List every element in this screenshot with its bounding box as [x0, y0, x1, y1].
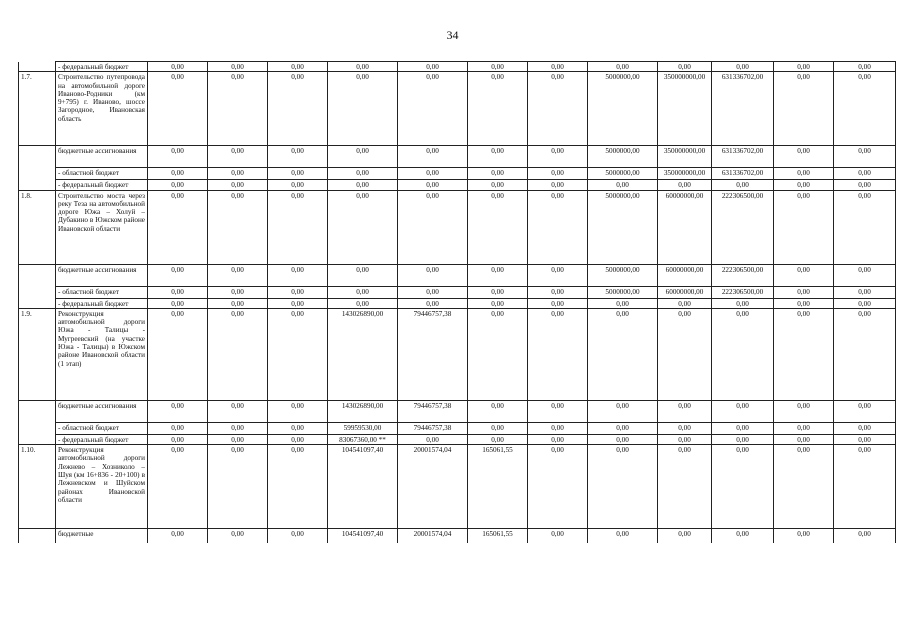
- value-cell: 0,00: [588, 180, 658, 190]
- row-code-cell: [19, 529, 56, 543]
- value-cell: 0,00: [468, 298, 528, 308]
- value-cell: 0,00: [148, 264, 208, 286]
- value-cell: 0,00: [208, 434, 268, 444]
- value-cell: 0,00: [834, 298, 896, 308]
- value-cell: 0,00: [208, 146, 268, 168]
- value-cell: 0,00: [398, 168, 468, 180]
- row-name-cell: - федеральный бюджет: [56, 180, 148, 190]
- row-name-cell: Реконструкция автомобильной дороги Южа - Талицы - Мугреевский (на участке Южа - Талицы) в Южском районе Ивановской области (1 этап): [56, 308, 148, 400]
- value-cell: 0,00: [774, 180, 834, 190]
- value-cell: 0,00: [268, 190, 328, 264]
- value-cell: 0,00: [588, 445, 658, 529]
- value-cell: 0,00: [148, 180, 208, 190]
- value-cell: 0,00: [834, 146, 896, 168]
- value-cell: 0,00: [528, 529, 588, 543]
- page-number: 34: [446, 28, 459, 42]
- table-row: [19, 146, 896, 168]
- value-cell: 0,00: [528, 308, 588, 400]
- value-cell: 0,00: [658, 62, 712, 72]
- value-cell: 79446757,38: [398, 422, 468, 434]
- value-cell: 0,00: [528, 400, 588, 422]
- value-cell: 143026890,00: [328, 400, 398, 422]
- table-row: [19, 308, 896, 400]
- value-cell: 0,00: [208, 168, 268, 180]
- value-cell: 0,00: [528, 62, 588, 72]
- value-cell: 0,00: [588, 434, 658, 444]
- value-cell: 0,00: [774, 445, 834, 529]
- value-cell: 0,00: [774, 168, 834, 180]
- value-cell: 0,00: [208, 308, 268, 400]
- table-row: [19, 529, 896, 543]
- value-cell: 0,00: [208, 529, 268, 543]
- value-cell: 0,00: [528, 434, 588, 444]
- value-cell: 222306500,00: [712, 286, 774, 298]
- value-cell: 0,00: [774, 400, 834, 422]
- value-cell: 0,00: [148, 400, 208, 422]
- value-cell: 0,00: [468, 62, 528, 72]
- value-cell: 0,00: [712, 434, 774, 444]
- value-cell: 0,00: [268, 168, 328, 180]
- table-row: [19, 180, 896, 190]
- value-cell: 5000000,00: [588, 264, 658, 286]
- table-row: [19, 298, 896, 308]
- value-cell: 0,00: [468, 72, 528, 146]
- value-cell: 0,00: [268, 286, 328, 298]
- value-cell: 0,00: [208, 422, 268, 434]
- value-cell: 0,00: [468, 434, 528, 444]
- value-cell: 0,00: [712, 400, 774, 422]
- table-row: [19, 422, 896, 434]
- value-cell: 0,00: [398, 62, 468, 72]
- value-cell: 0,00: [468, 146, 528, 168]
- value-cell: 0,00: [398, 264, 468, 286]
- value-cell: 0,00: [588, 422, 658, 434]
- value-cell: 5000000,00: [588, 190, 658, 264]
- value-cell: 0,00: [834, 264, 896, 286]
- value-cell: 0,00: [834, 400, 896, 422]
- value-cell: 0,00: [148, 146, 208, 168]
- row-code-cell: [19, 168, 56, 180]
- value-cell: 5000000,00: [588, 72, 658, 146]
- value-cell: 0,00: [774, 529, 834, 543]
- value-cell: 0,00: [328, 190, 398, 264]
- value-cell: 0,00: [774, 264, 834, 286]
- row-code-cell: [19, 62, 56, 72]
- value-cell: 0,00: [658, 445, 712, 529]
- row-code-cell: [19, 400, 56, 422]
- value-cell: 0,00: [208, 62, 268, 72]
- value-cell: 0,00: [268, 264, 328, 286]
- value-cell: 0,00: [774, 190, 834, 264]
- value-cell: 0,00: [774, 434, 834, 444]
- value-cell: 0,00: [398, 298, 468, 308]
- value-cell: 0,00: [208, 180, 268, 190]
- row-code-cell: [19, 146, 56, 168]
- value-cell: 79446757,38: [398, 400, 468, 422]
- value-cell: 0,00: [208, 264, 268, 286]
- value-cell: 0,00: [834, 529, 896, 543]
- value-cell: 631336702,00: [712, 146, 774, 168]
- value-cell: 0,00: [588, 400, 658, 422]
- value-cell: 0,00: [268, 308, 328, 400]
- value-cell: 0,00: [712, 180, 774, 190]
- value-cell: 0,00: [468, 308, 528, 400]
- value-cell: 0,00: [588, 62, 658, 72]
- row-name-cell: бюджетные ассигнования: [56, 400, 148, 422]
- table-row: [19, 62, 896, 72]
- value-cell: 104541097,40: [328, 445, 398, 529]
- value-cell: 0,00: [398, 190, 468, 264]
- row-name-cell: - федеральный бюджет: [56, 298, 148, 308]
- value-cell: 0,00: [328, 72, 398, 146]
- value-cell: 0,00: [528, 146, 588, 168]
- value-cell: 0,00: [588, 298, 658, 308]
- row-code-cell: [19, 264, 56, 286]
- value-cell: 0,00: [712, 529, 774, 543]
- value-cell: 350000000,00: [658, 168, 712, 180]
- value-cell: 0,00: [658, 434, 712, 444]
- value-cell: 20001574,04: [398, 529, 468, 543]
- value-cell: 0,00: [328, 180, 398, 190]
- value-cell: 0,00: [268, 422, 328, 434]
- row-code-cell: [19, 180, 56, 190]
- value-cell: 0,00: [468, 180, 528, 190]
- value-cell: 0,00: [398, 434, 468, 444]
- table-body: [19, 62, 896, 543]
- value-cell: 0,00: [268, 180, 328, 190]
- table-row: [19, 264, 896, 286]
- value-cell: 0,00: [712, 422, 774, 434]
- value-cell: 0,00: [774, 146, 834, 168]
- value-cell: 0,00: [712, 445, 774, 529]
- value-cell: 0,00: [774, 72, 834, 146]
- value-cell: 0,00: [268, 400, 328, 422]
- value-cell: 0,00: [658, 298, 712, 308]
- value-cell: 0,00: [658, 400, 712, 422]
- value-cell: 0,00: [268, 445, 328, 529]
- value-cell: 0,00: [834, 422, 896, 434]
- value-cell: 222306500,00: [712, 264, 774, 286]
- value-cell: 0,00: [528, 264, 588, 286]
- row-code-cell: 1.8.: [19, 190, 56, 264]
- value-cell: 0,00: [712, 308, 774, 400]
- value-cell: 20001574,04: [398, 445, 468, 529]
- row-code-cell: [19, 422, 56, 434]
- value-cell: 0,00: [588, 308, 658, 400]
- value-cell: 60000000,00: [658, 190, 712, 264]
- value-cell: 0,00: [834, 286, 896, 298]
- value-cell: 0,00: [148, 168, 208, 180]
- value-cell: 0,00: [148, 190, 208, 264]
- value-cell: 0,00: [468, 422, 528, 434]
- value-cell: 5000000,00: [588, 146, 658, 168]
- value-cell: 0,00: [328, 264, 398, 286]
- value-cell: 0,00: [268, 529, 328, 543]
- row-code-cell: [19, 286, 56, 298]
- value-cell: 0,00: [834, 190, 896, 264]
- value-cell: 0,00: [148, 434, 208, 444]
- value-cell: 0,00: [528, 422, 588, 434]
- value-cell: 0,00: [658, 308, 712, 400]
- value-cell: 0,00: [658, 529, 712, 543]
- row-name-cell: бюджетные ассигнования: [56, 146, 148, 168]
- value-cell: 222306500,00: [712, 190, 774, 264]
- value-cell: 143026890,00: [328, 308, 398, 400]
- row-code-cell: 1.9.: [19, 308, 56, 400]
- value-cell: 0,00: [328, 146, 398, 168]
- value-cell: 60000000,00: [658, 286, 712, 298]
- value-cell: 0,00: [834, 180, 896, 190]
- value-cell: 165061,55: [468, 529, 528, 543]
- value-cell: 0,00: [658, 422, 712, 434]
- value-cell: 0,00: [268, 72, 328, 146]
- value-cell: 0,00: [398, 286, 468, 298]
- value-cell: 0,00: [268, 62, 328, 72]
- row-name-cell: - федеральный бюджет: [56, 434, 148, 444]
- value-cell: 5000000,00: [588, 168, 658, 180]
- value-cell: 0,00: [398, 72, 468, 146]
- value-cell: 0,00: [148, 298, 208, 308]
- value-cell: 0,00: [834, 434, 896, 444]
- value-cell: 0,00: [658, 180, 712, 190]
- value-cell: 0,00: [774, 298, 834, 308]
- table-row: [19, 445, 896, 529]
- value-cell: 0,00: [528, 72, 588, 146]
- value-cell: 0,00: [268, 298, 328, 308]
- value-cell: 0,00: [208, 445, 268, 529]
- value-cell: 0,00: [834, 72, 896, 146]
- row-name-cell: Строительство путепровода на автомобильной дороге Иваново-Родники (км 9+795) г. Иваново, шоссе Загородное, Ивановская область: [56, 72, 148, 146]
- value-cell: 0,00: [528, 168, 588, 180]
- table-row: [19, 400, 896, 422]
- value-cell: 0,00: [148, 286, 208, 298]
- value-cell: 104541097,40: [328, 529, 398, 543]
- value-cell: 0,00: [208, 286, 268, 298]
- row-name-cell: - федеральный бюджет: [56, 62, 148, 72]
- row-name-cell: Реконструкция автомобильной дороги Лежнево – Хозниколо – Шуя (км 16+836 - 20+100) в Лежневском и Шуйском районах Ивановской области: [56, 445, 148, 529]
- value-cell: 0,00: [528, 286, 588, 298]
- value-cell: 60000000,00: [658, 264, 712, 286]
- value-cell: 0,00: [328, 62, 398, 72]
- value-cell: 0,00: [588, 529, 658, 543]
- value-cell: 0,00: [528, 445, 588, 529]
- value-cell: 0,00: [468, 190, 528, 264]
- row-code-cell: 1.10.: [19, 445, 56, 529]
- table-row: [19, 168, 896, 180]
- budget-table: [18, 61, 896, 543]
- value-cell: 0,00: [328, 298, 398, 308]
- value-cell: 83067360,00 **: [328, 434, 398, 444]
- row-name-cell: - областной бюджет: [56, 422, 148, 434]
- table-row: [19, 286, 896, 298]
- row-name-cell: - областной бюджет: [56, 286, 148, 298]
- value-cell: 165061,55: [468, 445, 528, 529]
- row-code-cell: [19, 434, 56, 444]
- value-cell: 631336702,00: [712, 168, 774, 180]
- value-cell: 350000000,00: [658, 72, 712, 146]
- row-code-cell: 1.7.: [19, 72, 56, 146]
- value-cell: 631336702,00: [712, 72, 774, 146]
- row-name-cell: бюджетные ассигнования: [56, 264, 148, 286]
- value-cell: 0,00: [834, 308, 896, 400]
- value-cell: 79446757,38: [398, 308, 468, 400]
- row-name-cell: бюджетные: [56, 529, 148, 543]
- value-cell: 0,00: [468, 168, 528, 180]
- value-cell: 0,00: [398, 180, 468, 190]
- value-cell: 0,00: [712, 298, 774, 308]
- value-cell: 0,00: [528, 180, 588, 190]
- value-cell: 0,00: [398, 146, 468, 168]
- value-cell: 0,00: [208, 400, 268, 422]
- value-cell: 0,00: [834, 168, 896, 180]
- value-cell: 0,00: [834, 62, 896, 72]
- value-cell: 0,00: [328, 286, 398, 298]
- value-cell: 0,00: [208, 190, 268, 264]
- value-cell: 0,00: [774, 308, 834, 400]
- value-cell: 0,00: [712, 62, 774, 72]
- value-cell: 0,00: [208, 72, 268, 146]
- table-row: [19, 434, 896, 444]
- value-cell: 0,00: [148, 62, 208, 72]
- value-cell: 350000000,00: [658, 146, 712, 168]
- value-cell: 0,00: [148, 445, 208, 529]
- table-row: [19, 190, 896, 264]
- value-cell: 5000000,00: [588, 286, 658, 298]
- row-name-cell: Строительство моста через реку Теза на автомобильной дороге Южа – Холуй – Дубакино в Южском районе Ивановской области: [56, 190, 148, 264]
- value-cell: 0,00: [834, 445, 896, 529]
- value-cell: 0,00: [148, 529, 208, 543]
- value-cell: 0,00: [268, 146, 328, 168]
- value-cell: 0,00: [528, 298, 588, 308]
- value-cell: 0,00: [774, 286, 834, 298]
- value-cell: 0,00: [328, 168, 398, 180]
- value-cell: 0,00: [774, 422, 834, 434]
- value-cell: 0,00: [468, 286, 528, 298]
- value-cell: 0,00: [268, 434, 328, 444]
- row-name-cell: - областной бюджет: [56, 168, 148, 180]
- table-row: [19, 72, 896, 146]
- value-cell: 0,00: [468, 264, 528, 286]
- value-cell: 0,00: [774, 62, 834, 72]
- value-cell: 0,00: [148, 308, 208, 400]
- value-cell: 0,00: [148, 422, 208, 434]
- value-cell: 59959530,00: [328, 422, 398, 434]
- row-code-cell: [19, 298, 56, 308]
- value-cell: 0,00: [208, 298, 268, 308]
- value-cell: 0,00: [148, 72, 208, 146]
- value-cell: 0,00: [528, 190, 588, 264]
- value-cell: 0,00: [468, 400, 528, 422]
